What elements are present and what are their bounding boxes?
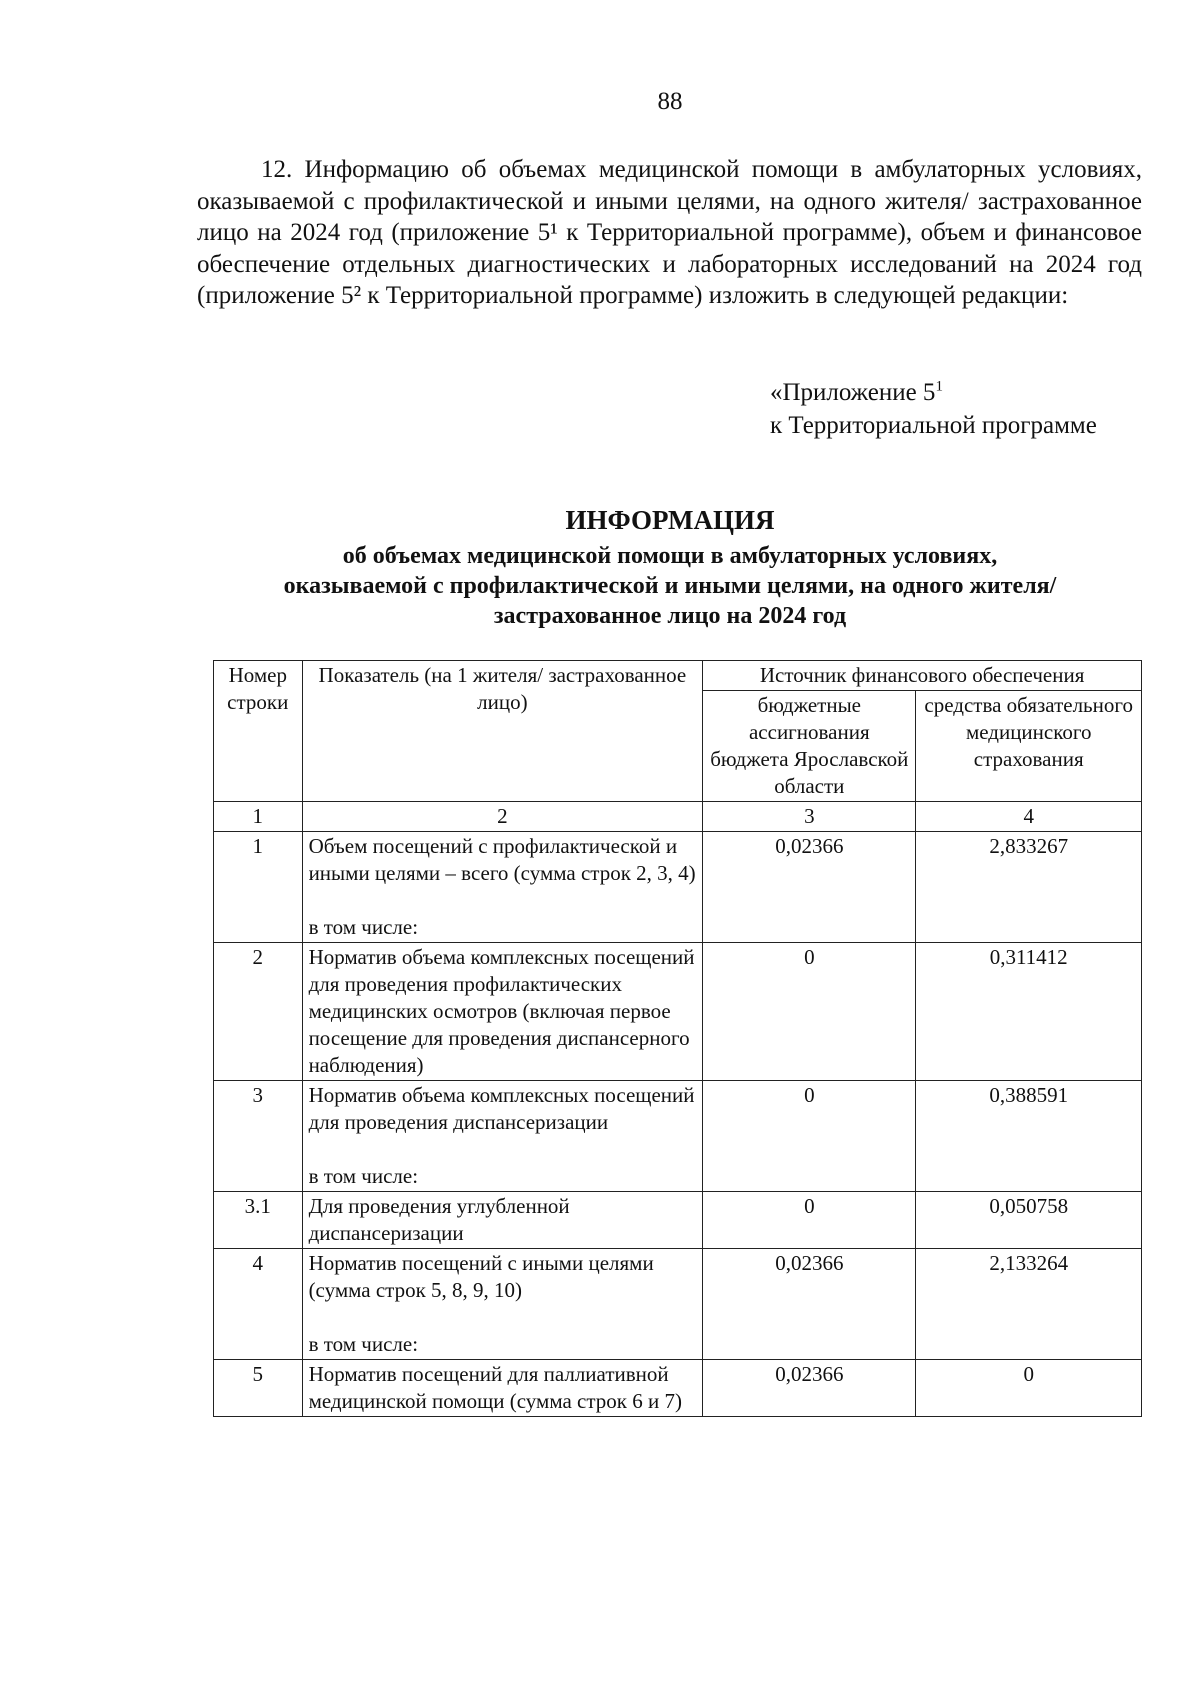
row-indicator [302, 1360, 703, 1417]
table-row [214, 1360, 1142, 1417]
row-number: 4 [214, 1249, 303, 1360]
row-indicator [302, 1192, 703, 1249]
row-note: в том числе: [308, 1332, 419, 1356]
row-budget-value: 0,02366 [703, 1360, 916, 1417]
document-title: ИНФОРМАЦИЯ [565, 505, 775, 535]
row-number: 3 [214, 1081, 303, 1192]
row-indicator [302, 832, 703, 943]
table-row [214, 1249, 1142, 1360]
header-indicator: Показатель (на 1 жителя/ застрахованное лицо) [302, 661, 703, 802]
row-note: в том числе: [308, 1164, 419, 1188]
row-label: Для проведения углубленной диспансеризации [308, 1194, 570, 1245]
table-row [214, 1192, 1142, 1249]
row-oms-value: 0 [916, 1360, 1142, 1417]
appendix-line-2: к Территориальной программе [770, 412, 1097, 439]
row-label: Объем посещений с профилактической и иными целями – всего (сумма строк 2, 3, 4) [308, 834, 696, 885]
header-funding-source: Источник финансового обеспечения [703, 661, 1142, 691]
column-number: 2 [302, 802, 703, 832]
row-oms-value: 2,833267 [916, 832, 1142, 943]
appendix-superscript: 1 [935, 378, 943, 395]
subtitle-line: оказываемой с профилактической и иными целями, на одного жителя/ [283, 573, 1057, 599]
subtitle-line: застрахованное лицо на 2024 год [493, 603, 847, 629]
table-row [214, 943, 1142, 1081]
appendix-line-1-text: «Приложение 5 [770, 379, 936, 406]
header-budget: бюджетные ассигнования бюджета Ярославской области [703, 691, 916, 802]
row-number: 3.1 [214, 1192, 303, 1249]
appendix-line-1 [770, 376, 1097, 409]
column-number-row [214, 802, 1142, 832]
row-budget-value: 0 [703, 1081, 916, 1192]
subtitle-line: об объемах медицинской помощи в амбулаторных условиях, [342, 543, 998, 569]
row-indicator [302, 1081, 703, 1192]
row-budget-value: 0 [703, 1192, 916, 1249]
row-oms-value: 0,050758 [916, 1192, 1142, 1249]
row-note: в том числе: [308, 915, 419, 939]
row-label: Норматив объема комплексных посещений для проведения диспансеризации [308, 1083, 695, 1134]
table-row [214, 1081, 1142, 1192]
header-row-number: Номер строки [214, 661, 303, 802]
row-indicator [302, 1249, 703, 1360]
column-number: 3 [703, 802, 916, 832]
column-number: 1 [214, 802, 303, 832]
row-label: Норматив посещений для паллиативной медицинской помощи (сумма строк 6 и 7) [308, 1362, 682, 1413]
row-oms-value: 2,133264 [916, 1249, 1142, 1360]
table-row [214, 832, 1142, 943]
row-budget-value: 0,02366 [703, 832, 916, 943]
document-subtitle [0, 541, 1200, 631]
row-number: 1 [214, 832, 303, 943]
row-number: 5 [214, 1360, 303, 1417]
row-label: Норматив объема комплексных посещений для проведения профилактических медицинских осмотров (включая первое посещение для проведения диспансерного наблюдения) [308, 945, 695, 1077]
table-header-row [214, 661, 1142, 691]
row-label: Норматив посещений с иными целями (сумма строк 5, 8, 9, 10) [308, 1251, 654, 1302]
row-indicator [302, 943, 703, 1081]
column-number: 4 [916, 802, 1142, 832]
row-oms-value: 0,311412 [916, 943, 1142, 1081]
row-oms-value: 0,388591 [916, 1081, 1142, 1192]
header-oms: средства обязательного медицинского страхования [916, 691, 1142, 802]
volumes-table [213, 660, 1142, 1417]
appendix-reference [770, 376, 1097, 442]
row-budget-value: 0 [703, 943, 916, 1081]
intro-paragraph: 12. Информацию об объемах медицинской помощи в амбулаторных условиях, оказываемой с профилактической и иными целями, на одного жителя/ застрахованное лицо на 2024 год (приложение 5¹ к Территориальной программе), объем и финансовое обеспечение отдельных диагностических и лабораторных исследований на 2024 год (приложение 5² к Территориальной программе) изложить в следующей редакции: [197, 156, 1142, 309]
page-number: 88 [657, 88, 683, 115]
row-number: 2 [214, 943, 303, 1081]
row-budget-value: 0,02366 [703, 1249, 916, 1360]
